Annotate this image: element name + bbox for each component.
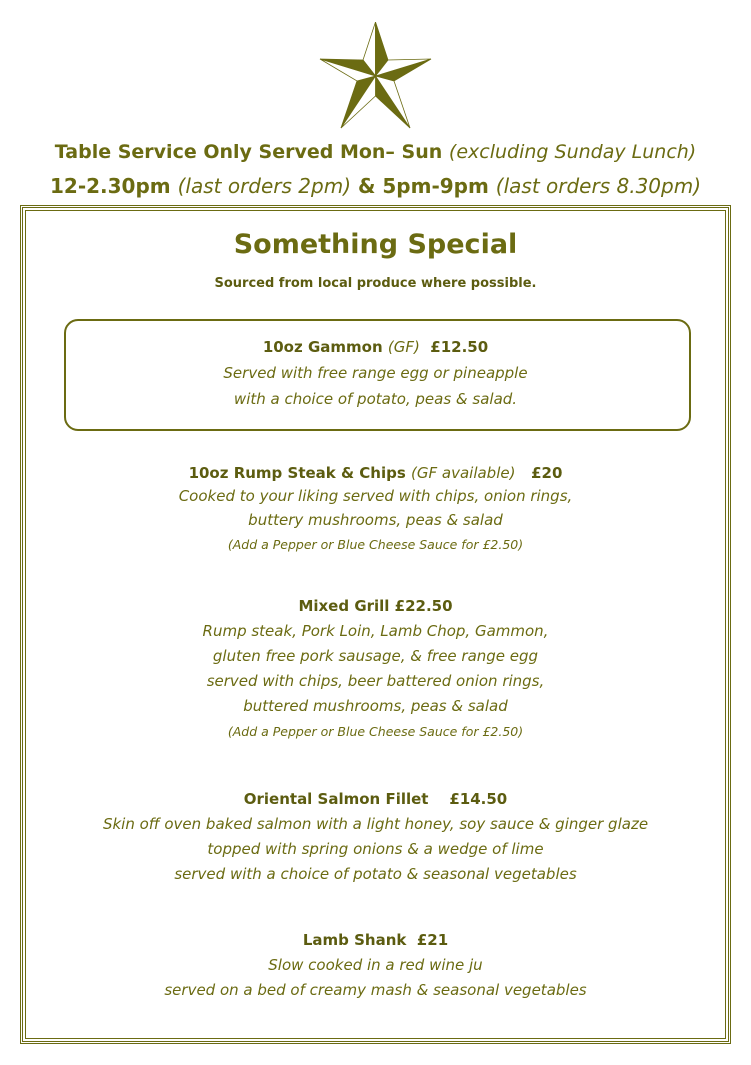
dish-tag: (GF available): [411, 464, 516, 482]
dish-desc-line: Rump steak, Pork Loin, Lamb Chop, Gammon,: [202, 622, 549, 640]
dish-desc-line: Skin off oven baked salmon with a light honey, soy sauce & ginger glaze: [102, 815, 649, 833]
dish-heading: Mixed Grill £22.50: [298, 597, 453, 615]
service-hours-line: [0, 141, 751, 163]
dish-desc-line: topped with spring onions & a wedge of lime: [207, 840, 544, 858]
dish-mixed-grill: [0, 597, 751, 739]
lunch-last-orders: (last orders 2pm): [177, 174, 351, 198]
dish-note: (Add a Pepper or Blue Cheese Sauce for £2.50): [227, 724, 524, 739]
dish-desc-line: buttery mushrooms, peas & salad: [248, 511, 503, 529]
dish-heading: Oriental Salmon Fillet £14.50: [243, 790, 508, 808]
dish-price: £20: [531, 464, 563, 482]
dish-desc-line: Cooked to your liking served with chips, onion rings,: [178, 487, 573, 505]
dish-rump-steak: [0, 464, 751, 552]
dish-heading: [0, 464, 751, 482]
dish-salmon: [0, 790, 751, 883]
service-exclusion: (excluding Sunday Lunch): [448, 141, 697, 163]
dish-tag: (GF): [387, 338, 420, 356]
menu-subtitle: Sourced from local produce where possible.: [214, 276, 537, 291]
service-days: Table Service Only Served Mon– Sun: [54, 141, 443, 163]
dish-desc-line: served with chips, beer battered onion rings,: [206, 672, 545, 690]
dish-lamb-shank: [0, 931, 751, 999]
star-icon: [319, 22, 432, 130]
menu-title: Something Special: [233, 229, 518, 260]
dish-desc-line: served on a bed of creamy mash & seasonal vegetables: [164, 981, 587, 999]
dish-desc-line: Slow cooked in a red wine ju: [268, 956, 483, 974]
featured-dish: [0, 338, 751, 408]
featured-dish-heading: [0, 338, 751, 356]
dinner-last-orders: (last orders 8.30pm): [495, 174, 702, 198]
dish-note: (Add a Pepper or Blue Cheese Sauce for £2.50): [227, 537, 524, 552]
dish-desc-line: gluten free pork sausage, & free range egg: [212, 647, 539, 665]
dish-desc-line: buttered mushrooms, peas & salad: [243, 697, 508, 715]
dish-heading: Lamb Shank £21: [302, 931, 449, 949]
service-times-line: [0, 174, 751, 198]
dish-name: 10oz Rump Steak & Chips: [188, 464, 406, 482]
dish-desc-line: served with a choice of potato & seasonal vegetables: [174, 865, 577, 883]
dish-desc-line: Served with free range egg or pineapple: [223, 364, 528, 382]
lunch-time: 12-2.30pm: [49, 174, 171, 198]
dinner-time: & 5pm-9pm: [357, 174, 489, 198]
dish-price: £12.50: [430, 338, 489, 356]
dish-name: 10oz Gammon: [262, 338, 383, 356]
dish-desc-line: with a choice of potato, peas & salad.: [233, 390, 518, 408]
